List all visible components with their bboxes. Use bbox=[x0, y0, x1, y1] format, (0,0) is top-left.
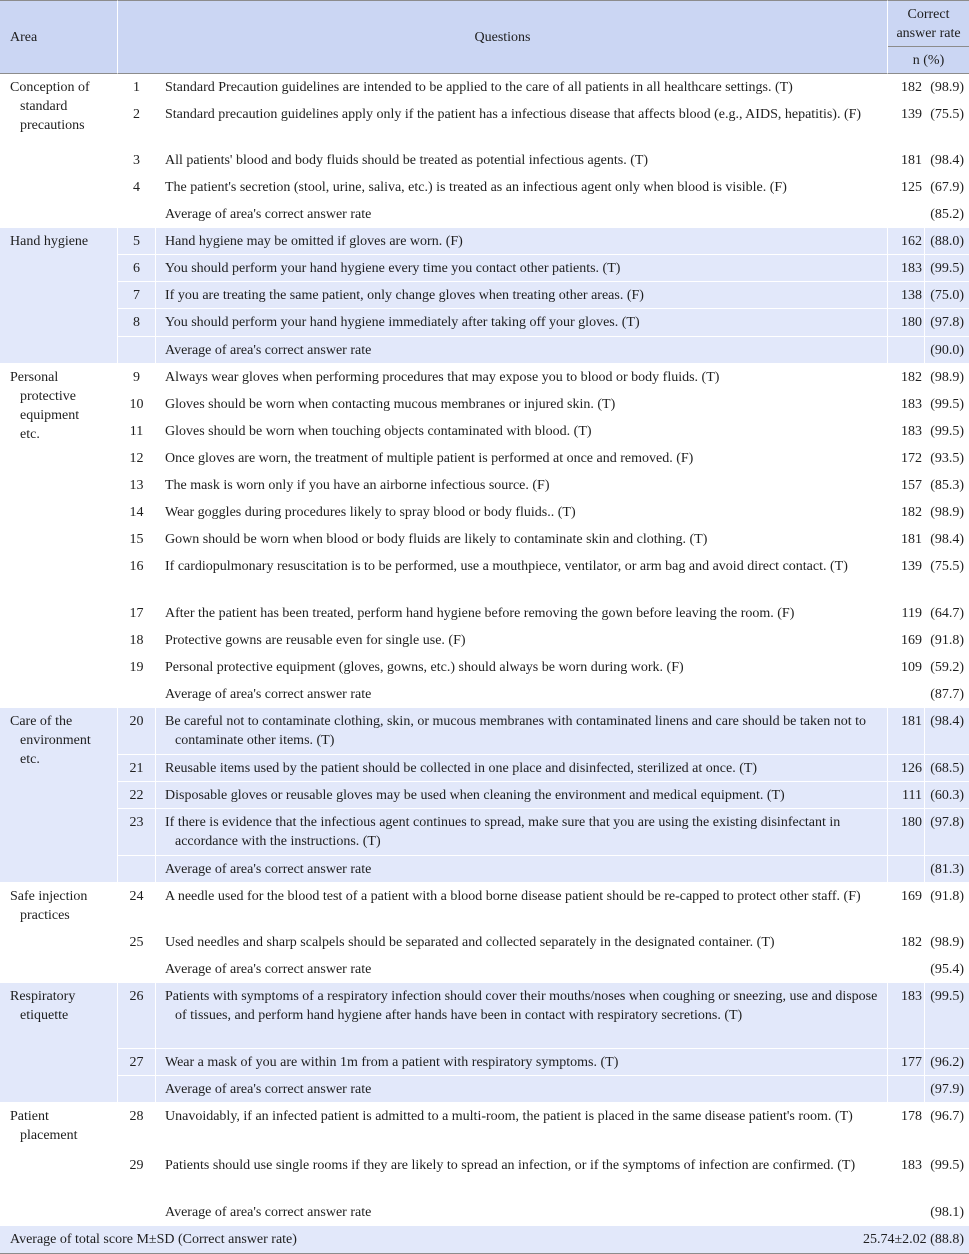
pct-value: (96.7) bbox=[925, 1103, 969, 1152]
header-questions: Questions bbox=[118, 0, 888, 74]
n-value: 181 bbox=[888, 526, 925, 553]
table-row bbox=[0, 929, 969, 956]
section-hand-hygiene bbox=[0, 228, 969, 364]
item-number: 25 bbox=[118, 929, 156, 956]
pct-value: (88.0) bbox=[925, 228, 969, 255]
n-value: 180 bbox=[888, 309, 925, 337]
n-value: 111 bbox=[888, 782, 925, 809]
pct-value: (60.3) bbox=[925, 782, 969, 809]
item-number-empty bbox=[118, 201, 156, 228]
n-value: 183 bbox=[888, 1152, 925, 1199]
area-label: Hand hygiene bbox=[10, 234, 89, 249]
question-text: A needle used for the blood test of a patient with a blood borne disease patient should be re-capped to protect other staff. (F) bbox=[156, 883, 888, 929]
section-patient-placement bbox=[0, 1103, 969, 1226]
pct-value: (99.5) bbox=[925, 418, 969, 445]
item-number: 14 bbox=[118, 499, 156, 526]
n-value: 183 bbox=[888, 418, 925, 445]
item-number: 2 bbox=[118, 101, 156, 147]
n-value: 109 bbox=[888, 654, 925, 681]
question-text: Wear goggles during procedures likely to spray blood or body fluids.. (T) bbox=[156, 499, 888, 526]
total-wrap bbox=[10, 1230, 964, 1249]
area-label: Conception of standard precautions bbox=[10, 80, 90, 133]
n-value: 162 bbox=[888, 228, 925, 255]
item-number: 13 bbox=[118, 472, 156, 499]
n-value-empty bbox=[888, 956, 925, 983]
table-row bbox=[0, 782, 969, 809]
item-number: 23 bbox=[118, 809, 156, 856]
table-row bbox=[0, 708, 969, 755]
item-number: 29 bbox=[118, 1152, 156, 1199]
n-value: 183 bbox=[888, 255, 925, 282]
n-value: 182 bbox=[888, 364, 925, 391]
question-text: Once gloves are worn, the treatment of multiple patient is performed at once and removed. (F) bbox=[156, 445, 888, 472]
question-text: Personal protective equipment (gloves, gowns, etc.) should always be worn during work. (F) bbox=[156, 654, 888, 681]
question-text: You should perform your hand hygiene every time you contact other patients. (T) bbox=[156, 255, 888, 282]
header-area: Area bbox=[0, 0, 118, 74]
table-row bbox=[0, 391, 969, 418]
area-cell bbox=[0, 1103, 118, 1226]
total-row bbox=[0, 1226, 969, 1254]
table-row bbox=[0, 101, 969, 147]
pct-value: (75.5) bbox=[925, 553, 969, 600]
table-header bbox=[0, 0, 969, 74]
item-number: 22 bbox=[118, 782, 156, 809]
section-environment bbox=[0, 708, 969, 883]
item-number: 10 bbox=[118, 391, 156, 418]
pct-value: (64.7) bbox=[925, 600, 969, 627]
total-score-label: Average of total score M±SD (Correct answer rate) bbox=[10, 1232, 297, 1247]
table-row bbox=[0, 418, 969, 445]
area-cell bbox=[0, 228, 118, 364]
table-row bbox=[0, 1103, 969, 1152]
question-text: Be careful not to contaminate clothing, skin, or mucous membranes with contaminated linens and care should be taken not to contaminate other items. (T) bbox=[156, 708, 888, 755]
item-number: 5 bbox=[118, 228, 156, 255]
question-text: Used needles and sharp scalpels should be separated and collected separately in the designated container. (T) bbox=[156, 929, 888, 956]
item-number: 17 bbox=[118, 600, 156, 627]
n-value: 181 bbox=[888, 708, 925, 755]
header-correct-answer-rate: Correct answer rate bbox=[888, 0, 969, 47]
pct-value: (75.0) bbox=[925, 282, 969, 309]
n-value: 139 bbox=[888, 101, 925, 147]
question-text: Standard Precaution guidelines are intended to be applied to the care of all patients in all healthcare settings. (T) bbox=[156, 74, 888, 101]
n-value: 182 bbox=[888, 74, 925, 101]
table-row bbox=[0, 228, 969, 255]
average-label: Average of area's correct answer rate bbox=[156, 856, 888, 883]
question-text: The mask is worn only if you have an airborne infectious source. (F) bbox=[156, 472, 888, 499]
question-text: You should perform your hand hygiene immediately after taking off your gloves. (T) bbox=[156, 309, 888, 337]
header-row bbox=[0, 0, 969, 47]
pct-value: (91.8) bbox=[925, 883, 969, 929]
table-row bbox=[0, 499, 969, 526]
header-n-pct: n (%) bbox=[888, 47, 969, 74]
average-row bbox=[0, 337, 969, 364]
table-row bbox=[0, 282, 969, 309]
item-number-empty bbox=[118, 681, 156, 708]
total-cell bbox=[0, 1226, 969, 1254]
item-number: 28 bbox=[118, 1103, 156, 1152]
table-row bbox=[0, 883, 969, 929]
n-value-empty bbox=[888, 201, 925, 228]
pct-value: (75.5) bbox=[925, 101, 969, 147]
question-text: Patients should use single rooms if they are likely to spread an infection, or if the symptoms of infection are confirmed. (T) bbox=[156, 1152, 888, 1199]
table-row bbox=[0, 553, 969, 600]
average-value: (97.9) bbox=[925, 1076, 969, 1103]
average-label: Average of area's correct answer rate bbox=[156, 201, 888, 228]
question-text: Patients with symptoms of a respiratory infection should cover their mouths/noses when coughing or sneezing, use and dispose of tissues, and perform hand hygiene after hands have been in contact with respiratory secretions. (T) bbox=[156, 983, 888, 1049]
question-text: Unavoidably, if an infected patient is admitted to a multi-room, the patient is placed in the same disease patient's room. (T) bbox=[156, 1103, 888, 1152]
pct-value: (99.5) bbox=[925, 1152, 969, 1199]
area-label: Personal protective equipment etc. bbox=[10, 370, 80, 442]
question-text: Wear a mask of you are within 1m from a patient with respiratory symptoms. (T) bbox=[156, 1049, 888, 1076]
n-value-empty bbox=[888, 337, 925, 364]
pct-value: (98.9) bbox=[925, 74, 969, 101]
average-row bbox=[0, 1076, 969, 1103]
area-cell bbox=[0, 74, 118, 228]
average-label: Average of area's correct answer rate bbox=[156, 337, 888, 364]
pct-value: (97.8) bbox=[925, 809, 969, 856]
table-row bbox=[0, 309, 969, 337]
pct-value: (98.9) bbox=[925, 499, 969, 526]
item-number: 20 bbox=[118, 708, 156, 755]
n-value: 182 bbox=[888, 499, 925, 526]
question-text: The patient's secretion (stool, urine, saliva, etc.) is treated as an infectious agent only when blood is visible. (F) bbox=[156, 174, 888, 201]
item-number: 11 bbox=[118, 418, 156, 445]
section-respiratory bbox=[0, 983, 969, 1103]
area-cell bbox=[0, 983, 118, 1103]
question-text: Reusable items used by the patient should be collected in one place and disinfected, sterilized at once. (T) bbox=[156, 755, 888, 782]
average-row bbox=[0, 681, 969, 708]
question-text: Gloves should be worn when touching objects contaminated with blood. (T) bbox=[156, 418, 888, 445]
table-row bbox=[0, 526, 969, 553]
table-row bbox=[0, 1152, 969, 1199]
item-number-empty bbox=[118, 856, 156, 883]
average-row bbox=[0, 201, 969, 228]
item-number: 7 bbox=[118, 282, 156, 309]
pct-value: (99.5) bbox=[925, 983, 969, 1049]
item-number: 15 bbox=[118, 526, 156, 553]
n-value: 125 bbox=[888, 174, 925, 201]
average-label: Average of area's correct answer rate bbox=[156, 1076, 888, 1103]
average-row bbox=[0, 956, 969, 983]
table-row bbox=[0, 255, 969, 282]
area-cell bbox=[0, 708, 118, 883]
area-label: Care of the environment etc. bbox=[10, 714, 91, 767]
question-text: Standard precaution guidelines apply only if the patient has a infectious disease that affects blood (e.g., AIDS, hepatitis). (F) bbox=[156, 101, 888, 147]
item-number: 8 bbox=[118, 309, 156, 337]
table-row bbox=[0, 174, 969, 201]
item-number: 19 bbox=[118, 654, 156, 681]
pct-value: (98.4) bbox=[925, 708, 969, 755]
table-row bbox=[0, 445, 969, 472]
table-row bbox=[0, 654, 969, 681]
n-value-empty bbox=[888, 1076, 925, 1103]
question-text: Gown should be worn when blood or body fluids are likely to contaminate skin and clothing. (T) bbox=[156, 526, 888, 553]
question-text: If cardiopulmonary resuscitation is to be performed, use a mouthpiece, ventilator, or arm bag and avoid direct contact. (T) bbox=[156, 553, 888, 600]
table-row bbox=[0, 472, 969, 499]
pct-value: (93.5) bbox=[925, 445, 969, 472]
n-value: 138 bbox=[888, 282, 925, 309]
average-row bbox=[0, 1199, 969, 1226]
n-value-empty bbox=[888, 681, 925, 708]
pct-value: (99.5) bbox=[925, 391, 969, 418]
item-number: 16 bbox=[118, 553, 156, 600]
question-text: Always wear gloves when performing procedures that may expose you to blood or body fluids. (T) bbox=[156, 364, 888, 391]
n-value: 157 bbox=[888, 472, 925, 499]
n-value: 180 bbox=[888, 809, 925, 856]
table-row bbox=[0, 983, 969, 1049]
pct-value: (98.9) bbox=[925, 364, 969, 391]
item-number-empty bbox=[118, 1199, 156, 1226]
table-footer bbox=[0, 1226, 969, 1254]
n-value: 178 bbox=[888, 1103, 925, 1152]
area-cell bbox=[0, 883, 118, 983]
pct-value: (85.3) bbox=[925, 472, 969, 499]
n-value: 169 bbox=[888, 627, 925, 654]
n-value: 177 bbox=[888, 1049, 925, 1076]
total-score-value: 25.74±2.02 (88.8) bbox=[863, 1232, 965, 1247]
question-text: All patients' blood and body fluids should be treated as potential infectious agents. (T) bbox=[156, 147, 888, 174]
pct-value: (98.4) bbox=[925, 147, 969, 174]
pct-value: (99.5) bbox=[925, 255, 969, 282]
question-text: After the patient has been treated, perform hand hygiene before removing the gown before leaving the room. (F) bbox=[156, 600, 888, 627]
question-text: Disposable gloves or reusable gloves may be used when cleaning the environment and medical equipment. (T) bbox=[156, 782, 888, 809]
question-text: Hand hygiene may be omitted if gloves are worn. (F) bbox=[156, 228, 888, 255]
table-row bbox=[0, 364, 969, 391]
table-row bbox=[0, 627, 969, 654]
n-value: 119 bbox=[888, 600, 925, 627]
n-value: 183 bbox=[888, 983, 925, 1049]
n-value: 139 bbox=[888, 553, 925, 600]
question-text: Gloves should be worn when contacting mucous membranes or injured skin. (T) bbox=[156, 391, 888, 418]
pct-value: (96.2) bbox=[925, 1049, 969, 1076]
item-number: 21 bbox=[118, 755, 156, 782]
area-label: Respiratory etiquette bbox=[10, 989, 76, 1023]
pct-value: (67.9) bbox=[925, 174, 969, 201]
average-value: (81.3) bbox=[925, 856, 969, 883]
average-value: (95.4) bbox=[925, 956, 969, 983]
area-label: Safe injection practices bbox=[10, 889, 88, 923]
item-number: 1 bbox=[118, 74, 156, 101]
question-text: Protective gowns are reusable even for single use. (F) bbox=[156, 627, 888, 654]
pct-value: (98.9) bbox=[925, 929, 969, 956]
area-cell bbox=[0, 364, 118, 708]
area-label: Patient placement bbox=[10, 1109, 78, 1143]
item-number: 6 bbox=[118, 255, 156, 282]
pct-value: (59.2) bbox=[925, 654, 969, 681]
pct-value: (97.8) bbox=[925, 309, 969, 337]
item-number: 26 bbox=[118, 983, 156, 1049]
average-label: Average of area's correct answer rate bbox=[156, 681, 888, 708]
average-value: (90.0) bbox=[925, 337, 969, 364]
average-row bbox=[0, 856, 969, 883]
item-number: 4 bbox=[118, 174, 156, 201]
n-value: 182 bbox=[888, 929, 925, 956]
pct-value: (91.8) bbox=[925, 627, 969, 654]
average-label: Average of area's correct answer rate bbox=[156, 1199, 888, 1226]
table-row bbox=[0, 147, 969, 174]
item-number: 12 bbox=[118, 445, 156, 472]
n-value: 183 bbox=[888, 391, 925, 418]
n-value: 172 bbox=[888, 445, 925, 472]
item-number-empty bbox=[118, 337, 156, 364]
item-number: 9 bbox=[118, 364, 156, 391]
item-number-empty bbox=[118, 956, 156, 983]
section-safe-injection bbox=[0, 883, 969, 983]
n-value-empty bbox=[888, 856, 925, 883]
table-row bbox=[0, 74, 969, 101]
average-value: (85.2) bbox=[925, 201, 969, 228]
item-number: 24 bbox=[118, 883, 156, 929]
average-label: Average of area's correct answer rate bbox=[156, 956, 888, 983]
n-value: 126 bbox=[888, 755, 925, 782]
n-value: 181 bbox=[888, 147, 925, 174]
item-number-empty bbox=[118, 1076, 156, 1103]
item-number: 27 bbox=[118, 1049, 156, 1076]
item-number: 3 bbox=[118, 147, 156, 174]
pct-value: (98.4) bbox=[925, 526, 969, 553]
question-text: If you are treating the same patient, only change gloves when treating other areas. (F) bbox=[156, 282, 888, 309]
table-row bbox=[0, 755, 969, 782]
n-value: 169 bbox=[888, 883, 925, 929]
question-text: If there is evidence that the infectious agent continues to spread, make sure that you are using the existing disinfectant in accordance with the instructions. (T) bbox=[156, 809, 888, 856]
table-row bbox=[0, 809, 969, 856]
section-ppe bbox=[0, 364, 969, 708]
section-conception bbox=[0, 74, 969, 228]
n-value-empty bbox=[888, 1199, 925, 1226]
table-row bbox=[0, 600, 969, 627]
pct-value: (68.5) bbox=[925, 755, 969, 782]
average-value: (98.1) bbox=[925, 1199, 969, 1226]
item-number: 18 bbox=[118, 627, 156, 654]
table-row bbox=[0, 1049, 969, 1076]
average-value: (87.7) bbox=[925, 681, 969, 708]
